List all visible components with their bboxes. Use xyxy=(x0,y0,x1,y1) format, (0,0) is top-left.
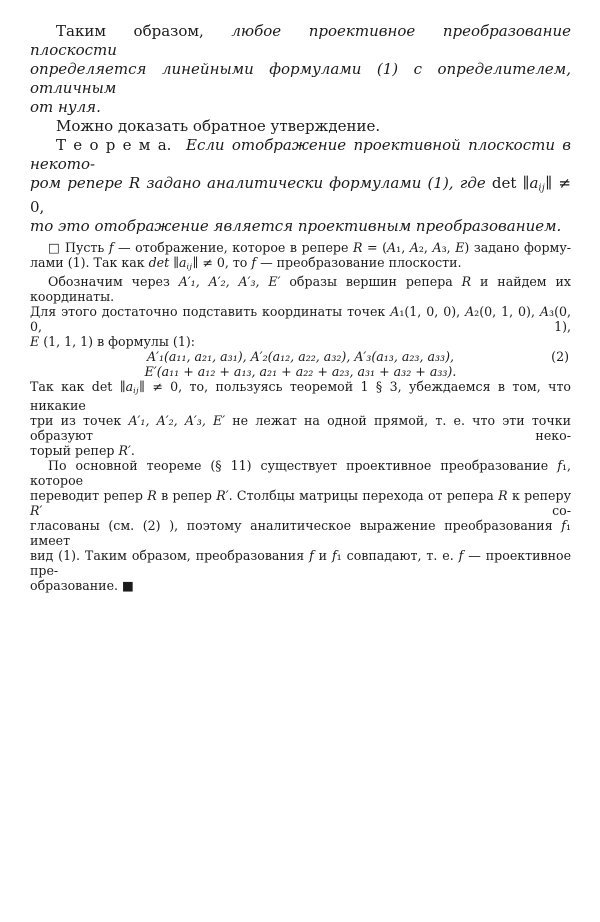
text-run: вид (1). Таким образом, преобразования xyxy=(30,547,310,563)
text-run: A′₁(a₁₁, a₂₁, a₃₁), A′₂(a₁₂, a₂₂, a₃₂), A′₃(a₁₃, a₂₃, a₃₃), xyxy=(147,348,454,364)
text-run: A xyxy=(387,239,397,255)
text-run: R xyxy=(353,239,363,255)
text-run: = ( xyxy=(362,239,388,255)
text-run: A′₁, A′₂, A′₃, E′ xyxy=(178,273,281,289)
text-line xyxy=(30,548,571,578)
text-run: a xyxy=(529,174,539,192)
text-run: A xyxy=(432,239,442,255)
text-line xyxy=(30,349,571,364)
converse-paragraph xyxy=(30,117,571,136)
text-run: f xyxy=(108,239,114,255)
text-run: ром репере R задано аналитически формулами (1), где xyxy=(30,174,492,192)
formula-2-block xyxy=(30,349,571,379)
text-run: R′ xyxy=(216,487,229,503)
text-run: R xyxy=(147,487,157,503)
text-run: — преобразование плоскости. xyxy=(256,254,462,270)
text-run: ∥ ≠ 0, xyxy=(30,174,571,216)
text-run: образование. xyxy=(30,577,123,593)
text-line xyxy=(30,274,571,304)
proof-paragraph-4 xyxy=(30,458,571,593)
text-run: и найдем их координаты. xyxy=(30,273,571,304)
text-run: не лежат на одной прямой, т. е. что эти точки образуют неко- xyxy=(30,412,571,443)
text-run: . xyxy=(130,442,135,458)
text-run: в репер xyxy=(156,487,217,503)
text-run: ) задано форму- xyxy=(464,239,571,255)
text-run: лами (1). Так как xyxy=(30,254,149,270)
text-line xyxy=(30,217,571,236)
text-run: A xyxy=(539,303,550,319)
text-run: a xyxy=(125,378,134,394)
text-line xyxy=(30,488,571,518)
text-run: — отображение, которое в репере xyxy=(113,239,353,255)
text-run: E xyxy=(455,239,465,255)
text-line xyxy=(30,174,571,217)
text-line xyxy=(30,518,571,548)
text-run: ₃(0, 0, 1), xyxy=(30,303,571,334)
text-run: к реперу xyxy=(507,487,571,503)
text-line xyxy=(30,255,571,274)
text-run: □ Пусть xyxy=(48,239,109,255)
text-run: торый репер xyxy=(30,442,119,458)
text-run: три из точек xyxy=(30,412,129,428)
text-run: ∥ ≠ 0, то xyxy=(192,254,252,270)
text-run: ■ xyxy=(122,577,134,593)
proof-paragraph-1 xyxy=(30,240,571,274)
text-run: f xyxy=(332,547,337,563)
text-run: Так как det ∥ xyxy=(30,378,126,394)
text-run: ₁ совпадают, т. е. xyxy=(336,547,459,563)
text-run: Т е о р е м а. xyxy=(56,136,187,154)
text-line xyxy=(30,60,571,98)
text-run: R′ xyxy=(118,442,131,458)
text-run: a xyxy=(179,254,187,270)
theorem-paragraph xyxy=(30,136,571,236)
text-run: R xyxy=(498,487,508,503)
text-run: f xyxy=(251,254,257,270)
text-run: A xyxy=(465,303,475,319)
text-line xyxy=(30,117,571,136)
text-line xyxy=(30,379,571,413)
text-run: Обозначим через xyxy=(48,273,179,289)
proof-paragraph-2 xyxy=(30,274,571,349)
text-run: ₁ имеет xyxy=(30,517,571,548)
text-run: (1, 1, 1) в формулы (1): xyxy=(39,333,195,349)
text-run: f xyxy=(561,517,566,533)
text-column xyxy=(30,22,571,593)
text-run: ₁, которое xyxy=(30,457,571,488)
text-line xyxy=(30,98,571,117)
proof-paragraph-3 xyxy=(30,379,571,458)
text-line xyxy=(30,458,571,488)
text-run: ₂, xyxy=(418,239,433,255)
text-run: ij xyxy=(538,182,546,194)
text-run: A′₁, A′₂, A′₃, E′ xyxy=(128,412,226,428)
text-run: образы вершин репера xyxy=(280,273,462,289)
text-run: . Столбцы матрицы перехода от репера xyxy=(228,487,499,503)
text-run: ∥ xyxy=(169,254,179,270)
text-run: — проективное пре- xyxy=(30,547,572,578)
equation-number: (2) xyxy=(551,348,569,364)
text-run: от нуля. xyxy=(30,98,101,116)
text-run: det xyxy=(148,254,170,270)
text-run: E xyxy=(30,333,40,349)
text-run: Таким образом, xyxy=(56,22,232,40)
text-run: ij xyxy=(133,385,140,395)
text-run: По основной теореме (§ 11) существует проективное преобразование xyxy=(48,457,558,473)
text-line xyxy=(30,240,571,255)
text-run: ₃, xyxy=(441,239,456,255)
text-run: Можно доказать обратное утверждение. xyxy=(56,117,381,135)
text-run: ₁(1, 0, 0), xyxy=(399,303,466,319)
text-line xyxy=(30,136,571,174)
text-line xyxy=(30,334,571,349)
text-run: E′(a₁₁ + a₁₂ + a₁₃, a₂₁ + a₂₂ + a₂₃, a₃₁ + a₃₂ + a₃₃). xyxy=(144,363,457,379)
text-run: f xyxy=(309,547,314,563)
text-run: определяется линейными формулами (1) с определителем, отличным xyxy=(30,60,571,97)
text-run: R xyxy=(461,273,472,289)
text-run: det ∥ xyxy=(491,174,530,192)
text-run: f xyxy=(458,547,464,563)
text-line xyxy=(30,443,571,458)
text-line xyxy=(30,364,571,379)
text-run: ij xyxy=(186,261,193,271)
text-run: ₁, xyxy=(396,239,410,255)
text-line xyxy=(30,304,571,334)
text-run: ₂(0, 1, 0), xyxy=(474,303,540,319)
text-run: то это отображение является проективным преобразованием. xyxy=(30,216,562,235)
text-run: A xyxy=(390,303,400,319)
text-line xyxy=(30,413,571,443)
text-run: f xyxy=(557,457,562,473)
text-run: Для этого достаточно подставить координаты точек xyxy=(30,303,391,319)
text-run: гласованы (см. (2) ), поэтому аналитическое выражение преобразования xyxy=(30,517,562,533)
intro-paragraph xyxy=(30,22,571,117)
text-run: R′ xyxy=(30,502,43,518)
text-run: и xyxy=(313,547,332,563)
text-run: ∥ ≠ 0, то, пользуясь теоремой 1 § 3, убеждаемся в том, что никакие xyxy=(30,378,571,413)
text-run: со- xyxy=(42,502,571,518)
text-run: любое проективное преобразование плоскости xyxy=(30,22,571,59)
text-run: A xyxy=(409,239,419,255)
text-run: Если отображение проективной плоскости в некото- xyxy=(30,136,571,173)
text-line xyxy=(30,22,571,60)
text-run: переводит репер xyxy=(30,487,148,503)
text-line xyxy=(30,578,571,593)
